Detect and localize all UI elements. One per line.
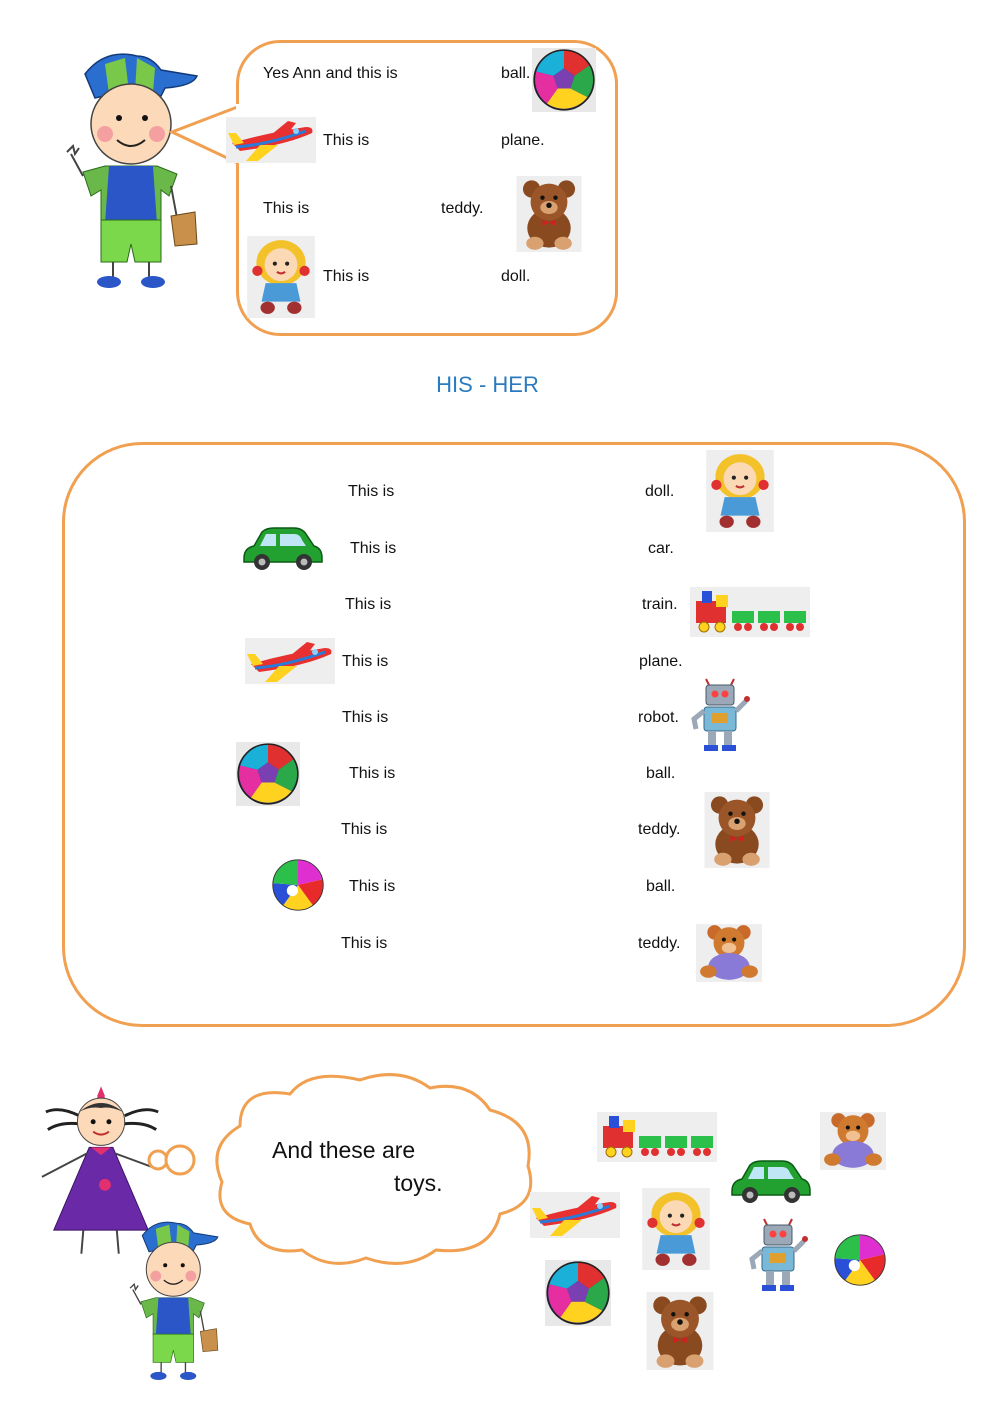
teddy-image [646, 1292, 714, 1370]
row-5-end: robot. [638, 709, 679, 726]
row-3-end: train. [642, 596, 678, 613]
thought-line-1: And these are [272, 1137, 416, 1163]
plane-image [226, 117, 316, 163]
beach-ball-image [832, 1232, 888, 1288]
row-2-start: This is [350, 540, 397, 557]
thought-line-2: toys. [394, 1170, 443, 1196]
row-3-start: This is [345, 596, 392, 613]
robot-image [748, 1216, 808, 1294]
row-4-end: plane. [639, 653, 683, 670]
row-5-start: This is [342, 709, 389, 726]
plane-image [530, 1192, 620, 1238]
doll-image [641, 1188, 711, 1270]
dialog-line-4-start: This is [323, 268, 370, 285]
row-6-end: ball. [646, 765, 676, 782]
dialog-line-3-start: This is [263, 200, 310, 217]
dialog-line-1-start: Yes Ann and this is [263, 65, 398, 82]
teddy-image [516, 176, 582, 252]
thought-cloud [140, 1066, 550, 1276]
row-2-end: car. [648, 540, 674, 557]
exercise-box [62, 442, 966, 1027]
plane-image [245, 638, 335, 684]
row-6-start: This is [349, 765, 396, 782]
row-9-end: teddy. [638, 935, 681, 952]
teddy-image [820, 1112, 886, 1170]
ball-image [545, 1260, 611, 1326]
ball-image [236, 742, 300, 806]
dialog-line-2-end: plane. [501, 132, 545, 149]
row-1-end: doll. [645, 483, 675, 500]
doll-image [246, 236, 316, 318]
teddy-image [704, 792, 770, 868]
robot-image [690, 677, 750, 753]
row-8-end: ball. [646, 878, 676, 895]
row-7-start: This is [341, 821, 388, 838]
doll-image [705, 450, 775, 532]
car-image [728, 1156, 812, 1206]
row-7-end: teddy. [638, 821, 681, 838]
teddy-image [696, 924, 762, 982]
row-9-start: This is [341, 935, 388, 952]
row-4-start: This is [342, 653, 389, 670]
section-heading: HIS - HER [436, 372, 539, 397]
row-1-start: This is [348, 483, 395, 500]
dialog-line-3-end: teddy. [441, 200, 484, 217]
beach-ball-image [270, 857, 326, 913]
car-image [240, 524, 324, 572]
train-image [596, 1112, 718, 1162]
dialog-line-4-end: doll. [501, 268, 531, 285]
train-image [689, 587, 811, 637]
ball-image [532, 48, 596, 112]
row-8-start: This is [349, 878, 396, 895]
dialog-line-2-start: This is [323, 132, 370, 149]
dialog-line-1-end: ball. [501, 65, 531, 82]
